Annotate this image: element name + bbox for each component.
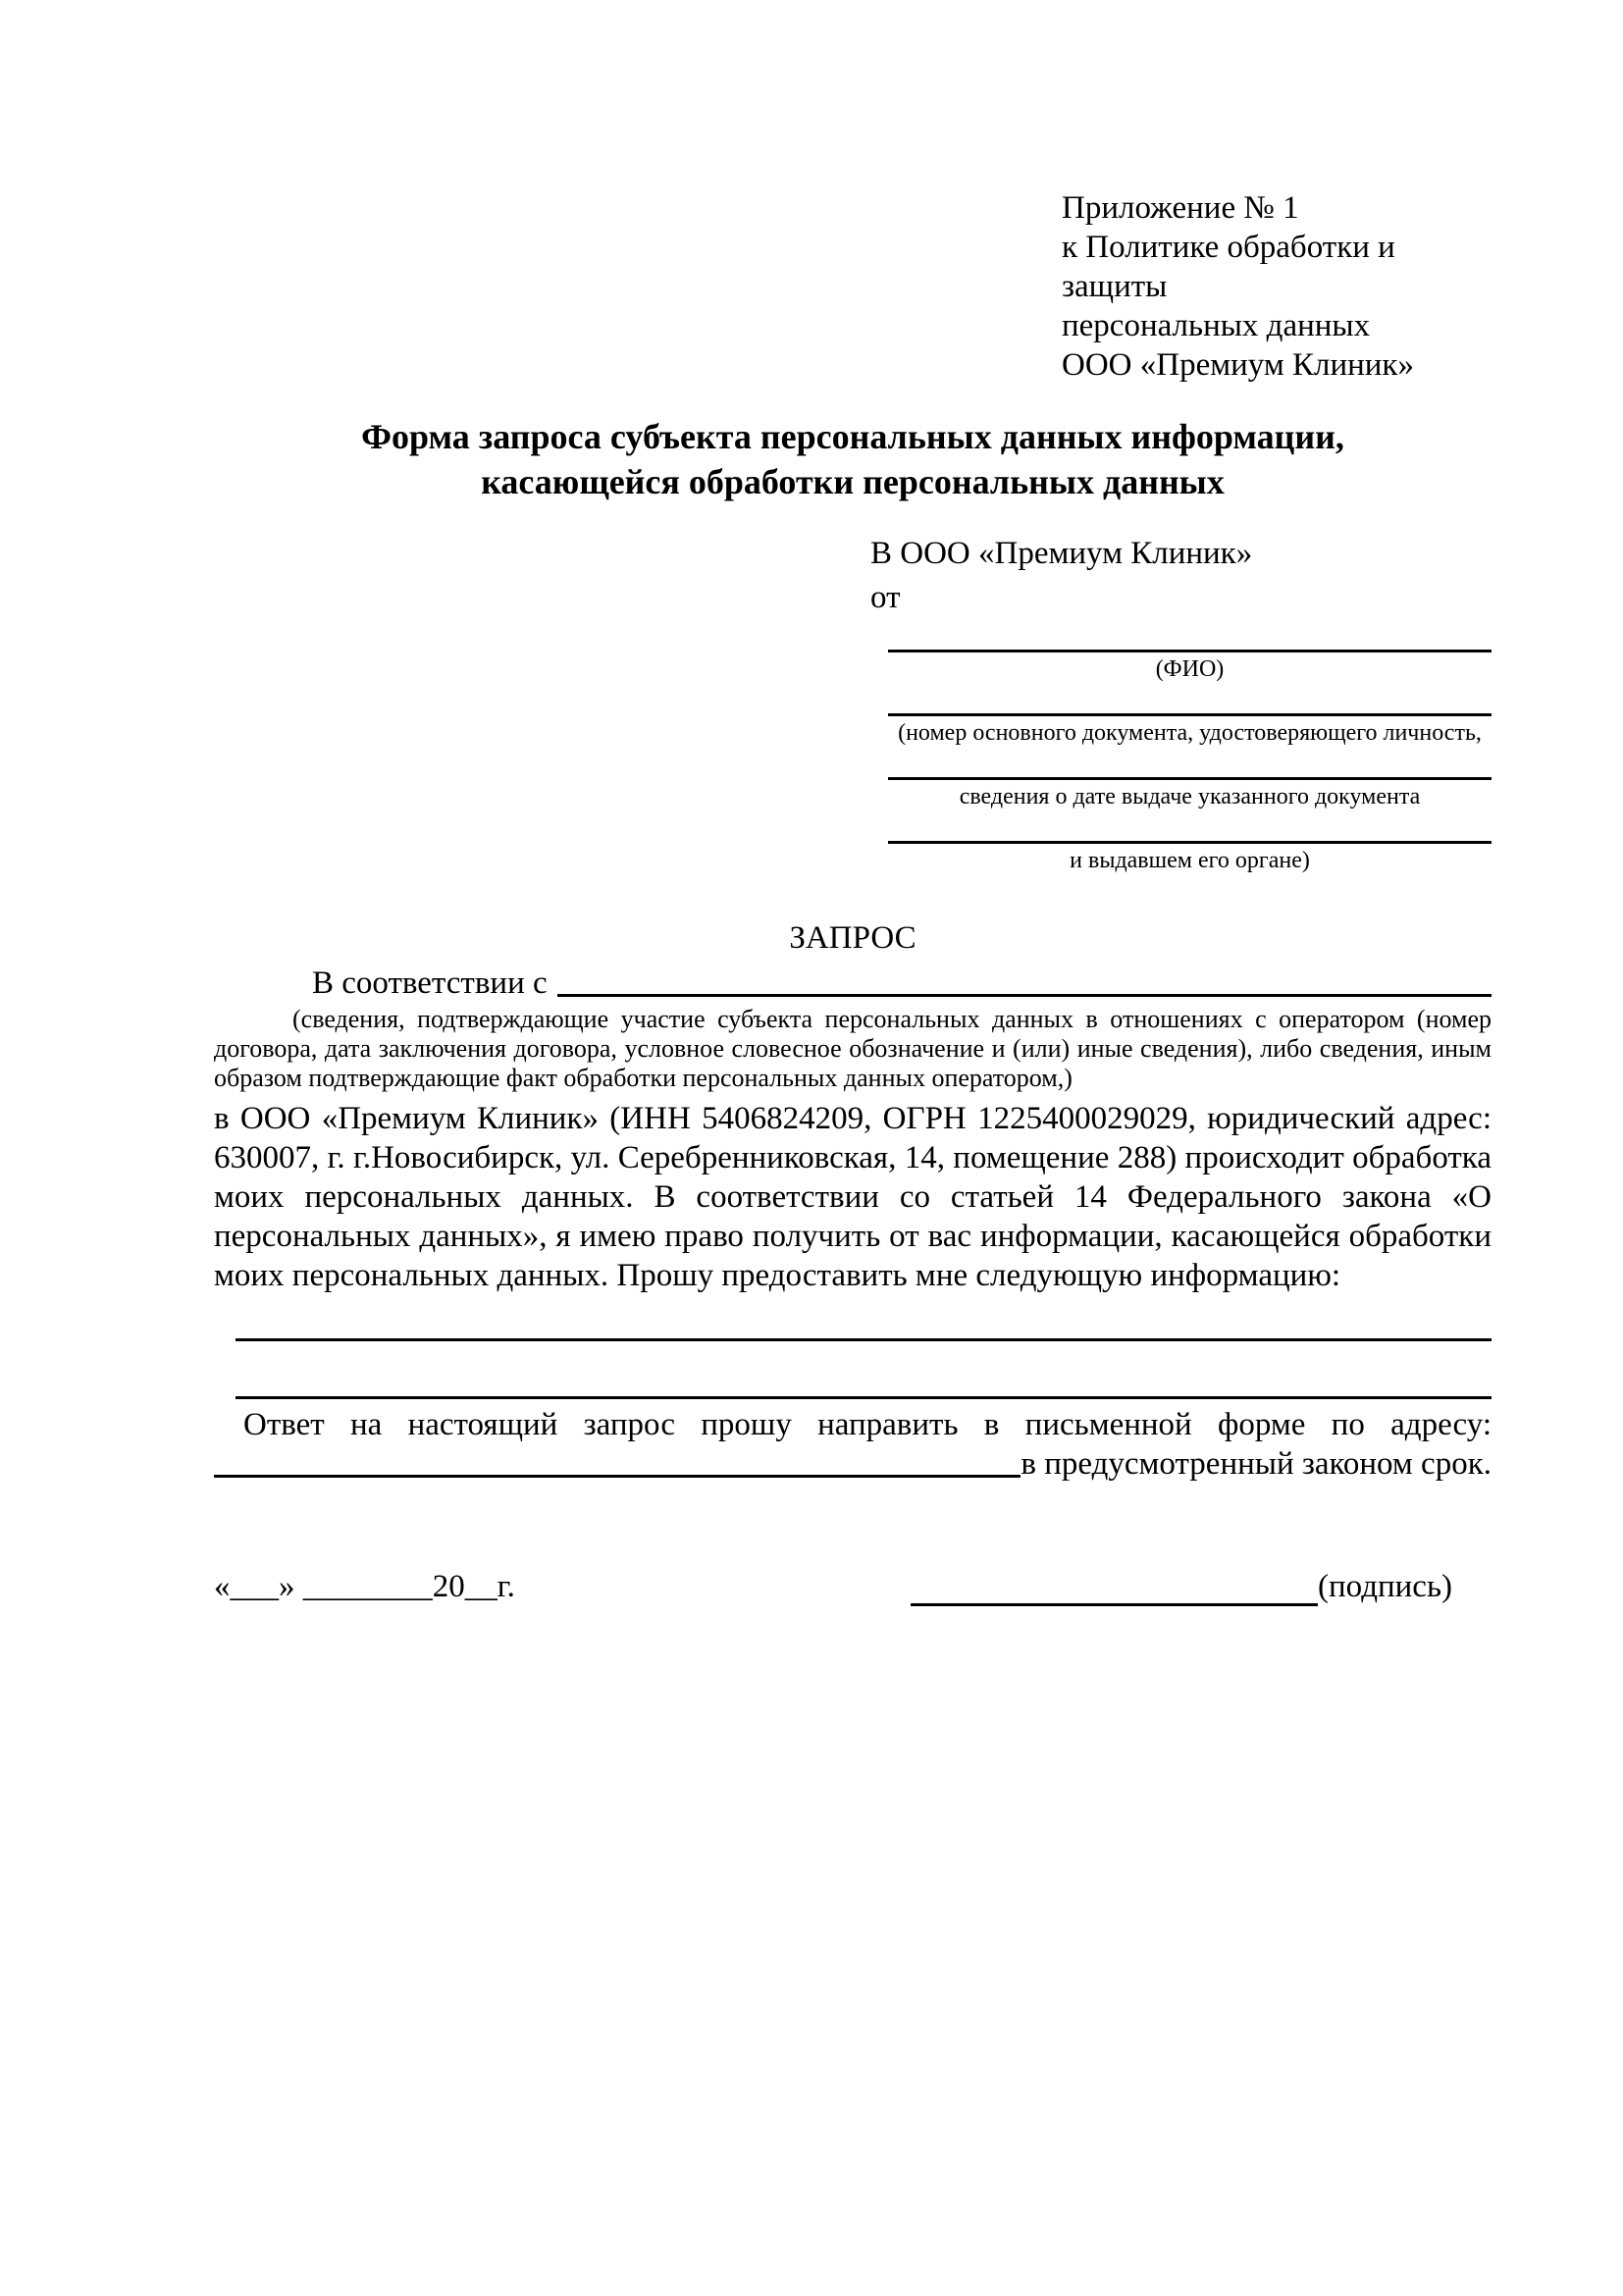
accordance-label: В соответствии с <box>312 965 548 1001</box>
issue-date-caption: сведения о дате выдаче указанного документа <box>959 784 1421 809</box>
requested-info-blank-line-1 <box>236 1338 1492 1341</box>
document-number-caption: (номер основного документа, удостоверяющего личность, <box>898 720 1482 746</box>
accordance-blank-line <box>557 964 1492 997</box>
response-address-sentence: Ответ на настоящий запрос прошу направить в письменной форме по адресу: <box>243 1407 1492 1442</box>
signature-group <box>911 1567 1452 1606</box>
response-address-blank-line <box>214 1444 1021 1478</box>
appendix-line: персональных данных <box>1062 308 1371 343</box>
appendix-line: Приложение № 1 <box>1062 190 1299 226</box>
date-line: «___» ________20__г. <box>214 1569 515 1604</box>
document-number-field <box>888 713 1492 748</box>
operator-relation-note: (сведения, подтверждающие участие субъекта персональных данных в отношениях с оператором (номер договора, дата заключения договора, условное словесное обозначение и (или) иные сведения), либо сведения, иным образом подтверждающие факт обработки персональных данных оператором,) <box>214 1005 1492 1092</box>
issuing-authority-caption: и выдавшем его органе) <box>1070 848 1310 873</box>
signature-caption: (подпись) <box>1318 1569 1452 1604</box>
footer-row <box>214 1567 1492 1606</box>
fio-field <box>888 650 1492 684</box>
response-address-row <box>214 1444 1492 1484</box>
document-number-blank-line <box>888 713 1492 716</box>
addressee-from-label: от <box>870 580 901 615</box>
document-title-line: касающейся обработки персональных данных <box>481 462 1225 501</box>
document-title-line: Форма запроса субъекта персональных данных информации, <box>361 417 1344 456</box>
addressee-to: В ООО «Премиум Клиник» <box>870 536 1253 571</box>
response-address-suffix: в предусмотренный законом срок. <box>1021 1446 1492 1482</box>
issue-date-field <box>888 777 1492 811</box>
appendix-line: ООО «Премиум Клиник» <box>1062 347 1414 383</box>
appendix-line: к Политике обработки и защиты <box>1062 230 1395 304</box>
signature-blank-line <box>911 1573 1318 1606</box>
document-title <box>214 414 1492 504</box>
issue-date-blank-line <box>888 777 1492 780</box>
issuing-authority-blank-line <box>888 841 1492 844</box>
requested-info-blank-line-2 <box>236 1396 1492 1399</box>
appendix-block <box>1062 188 1492 385</box>
fio-blank-line <box>888 650 1492 652</box>
issuing-authority-field <box>888 841 1492 875</box>
accordance-row <box>214 964 1492 1003</box>
addressee-block <box>870 532 1492 875</box>
request-heading: ЗАПРОС <box>789 920 916 956</box>
request-body-paragraph: в ООО «Премиум Клиник» (ИНН 5406824209, ОГРН 1225400029029, юридический адрес: 630007, г. г.Новосибирск, ул. Серебренниковская, 14, помещение 288) происходит обработка моих персональных данных. В соответствии со статьей 14 Федерального закона «О персональных данных», я имею право получить от вас информации, касающейся обработки моих персональных данных. Прошу предоставить мне следующую информацию: <box>214 1101 1492 1293</box>
fio-caption: (ФИО) <box>1155 656 1225 682</box>
